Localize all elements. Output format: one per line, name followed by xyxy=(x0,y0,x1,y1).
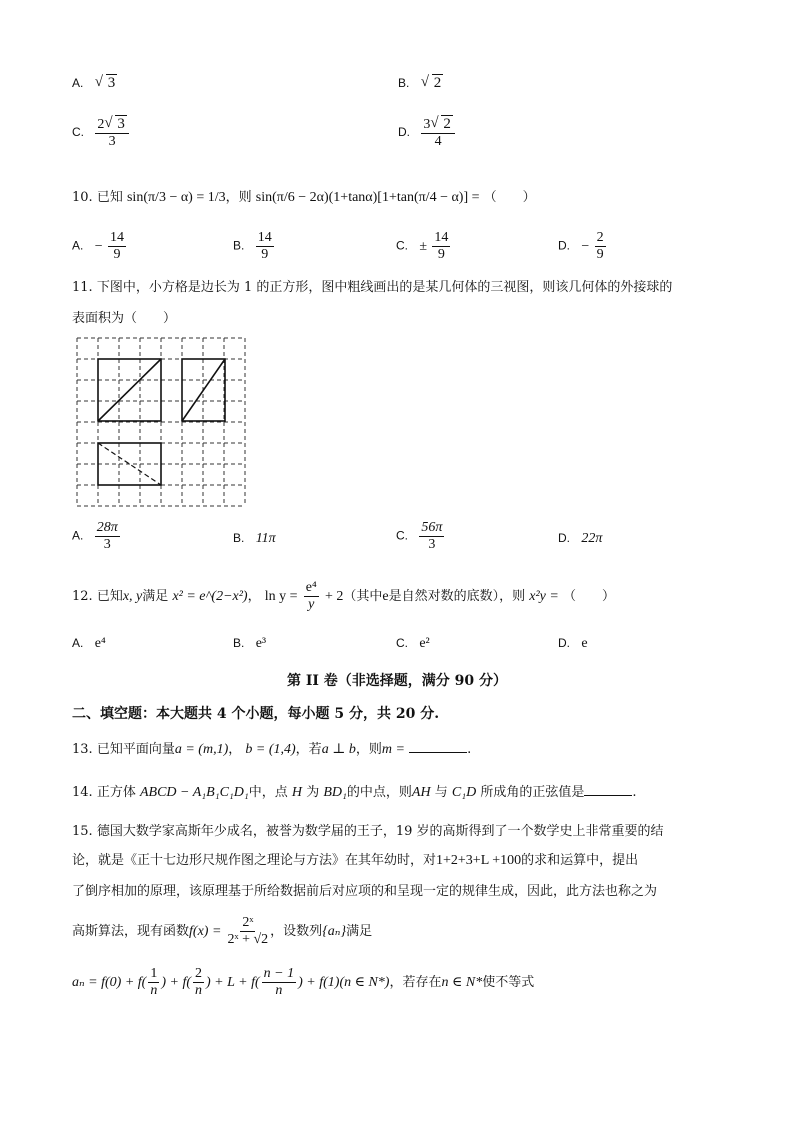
q15-line2-text-a: 论，就是《正十七边形尺规作图之理论与方法》在其年幼时，对 xyxy=(72,853,437,868)
q13-perpendicular: a ⊥ b xyxy=(321,742,356,757)
q11-option-b-value: 11π xyxy=(255,531,276,546)
q11-option-b[interactable] xyxy=(233,531,276,547)
q14-text-point: 中，点 xyxy=(248,785,288,800)
q10-option-d-label: D. xyxy=(558,238,570,253)
q15-line2-text-b: 的求和运算中，提出 xyxy=(521,853,639,868)
q10-option-c-fraction: $\frac{14}{9}$ xyxy=(434,230,449,262)
section-2-title: 第 II 卷（非选择题，满分 90 分） xyxy=(286,673,508,689)
q15-line4-text-b: ，设数列 xyxy=(270,924,323,939)
q12-option-b-value: e³ xyxy=(255,636,267,651)
q12-equation-1: x² = e^(2−x²) xyxy=(172,589,248,604)
q14-text-midpoint: 的中点，则 xyxy=(346,785,412,800)
q11-stem-line2: 表面积为（ ） xyxy=(72,311,177,326)
q15-an-right: ) + f(1)(n ∈ N*) xyxy=(298,975,390,990)
q15-frac-3: $\frac{n - 1}{n}$ xyxy=(263,966,295,998)
q15-line4 xyxy=(72,915,372,948)
q12-ask: x²y = xyxy=(529,589,559,604)
q10-option-a-sign: − xyxy=(94,238,103,254)
q15-function-fraction: $\frac{\text{2ˣ}}{\text{2ˣ + √2}}$ xyxy=(227,915,269,947)
q10-option-d-fraction: $\frac{2}{9}$ xyxy=(596,230,604,262)
q11-option-a[interactable] xyxy=(72,520,122,553)
q14-segment-ah: AH xyxy=(411,785,431,800)
q13-vector-a: a = (m,1) xyxy=(174,742,229,757)
q11-option-b-label: B. xyxy=(233,531,245,545)
q13-separator: ， xyxy=(228,742,242,757)
q13-vector-b: b = (1,4) xyxy=(245,742,296,757)
q15-line5-text-c: 使不等式 xyxy=(482,975,535,990)
q12-stem xyxy=(72,580,615,613)
q11-stem-line1 xyxy=(72,276,672,295)
q10-option-a[interactable] xyxy=(72,230,128,263)
q14-point-h: H xyxy=(291,785,303,800)
q9-option-c-fraction: $\frac{2√ 3}{3}$ xyxy=(95,116,129,150)
q14-text-cube: 正方体 xyxy=(96,785,136,800)
q12-option-b[interactable] xyxy=(233,636,266,652)
q10-option-b-fraction: $\frac{14}{9}$ xyxy=(257,230,272,262)
q11-option-d-label: D. xyxy=(558,531,570,545)
q10-expression: sin(π/6 − 2α)(1+tanα)[1+tan(π/4 − α)] = xyxy=(255,190,480,205)
q11-option-a-fraction: $\frac{28\pi}{3}$ xyxy=(96,520,118,552)
q9-option-b-value: √ 2 xyxy=(421,75,444,92)
q14-text-is: 为 xyxy=(306,785,320,800)
q12-text-satisfy: 满足 xyxy=(142,589,169,604)
q9-option-b[interactable] xyxy=(398,75,443,92)
q12-equation-2-fraction: $\frac{\text{e⁴}}{y}$ xyxy=(305,580,317,612)
q11-option-c[interactable] xyxy=(396,520,446,553)
q10-option-a-fraction: $\frac{14}{9}$ xyxy=(109,230,124,262)
q14-answer-blank[interactable] xyxy=(584,781,632,796)
q12-option-d-value: e xyxy=(581,636,588,651)
q11-number: 11. xyxy=(72,280,93,295)
q12-option-c-label: C. xyxy=(396,636,408,650)
q15-an-left: aₙ = f(0) + f( xyxy=(72,975,147,990)
q10-text-then: ，则 xyxy=(225,190,252,205)
q12-text-where: （其中 xyxy=(343,589,383,604)
q10-option-c-label: C. xyxy=(396,238,408,253)
q10-option-c-sign: ± xyxy=(419,238,428,254)
q12-equation-2-right: + 2 xyxy=(324,589,344,604)
q9-option-d[interactable] xyxy=(398,116,457,150)
q12-option-d[interactable] xyxy=(558,636,588,652)
q11-option-d-value: 22π xyxy=(581,531,603,546)
q9-option-c[interactable] xyxy=(72,116,131,150)
q14-cube-name: ABCD − A₁B₁C₁D₁ xyxy=(139,785,249,800)
front-view xyxy=(98,359,161,421)
q15-frac-2: $\frac{2}{n}$ xyxy=(195,966,203,998)
q13-text-vectors: 已知平面向量 xyxy=(96,742,175,757)
q11-option-c-fraction: $\frac{56\pi}{3}$ xyxy=(421,520,443,552)
q10-number: 10. xyxy=(72,190,93,205)
q14-period: . xyxy=(632,785,637,800)
q15-line2 xyxy=(72,849,638,869)
q11-option-c-label: C. xyxy=(396,528,408,543)
q15-condition: n ∈ N* xyxy=(441,975,483,990)
q12-option-a-label: A. xyxy=(72,636,84,650)
q10-condition: sin(π/3 − α) = 1/3 xyxy=(126,190,226,205)
q15-line5-text-b: ，若存在 xyxy=(389,975,442,990)
q15-sum-expression: 1+2+3+L +100 xyxy=(436,853,522,868)
q14-segment-c1d: C₁D xyxy=(451,785,477,800)
q12-option-c[interactable] xyxy=(396,636,430,652)
q12-option-a[interactable] xyxy=(72,636,106,652)
q9-option-a-label: A. xyxy=(72,76,84,90)
q15-frac-1: $\frac{1}{n}$ xyxy=(150,966,158,998)
q12-number: 12. xyxy=(72,589,93,604)
three-view-figure xyxy=(76,337,248,509)
q10-answer-paren: （ ） xyxy=(483,190,536,205)
q14-text-and: 与 xyxy=(434,785,448,800)
q15-line4-text-a: 高斯算法，现有函数 xyxy=(72,924,190,939)
q12-option-a-value: e⁴ xyxy=(94,636,106,651)
q9-option-d-fraction: $\frac{3√ 2}{4}$ xyxy=(421,116,455,150)
q14-text-sine: 所成角的正弦值是 xyxy=(480,785,585,800)
q15-line4-text-c: 满足 xyxy=(346,924,373,939)
q12-option-d-label: D. xyxy=(558,636,570,650)
q15-mid-2: ) + L + f( xyxy=(206,975,260,990)
q13-stem xyxy=(72,738,471,758)
q15-sequence: {aₙ} xyxy=(322,924,347,939)
q14-number: 14. xyxy=(72,785,93,800)
q12-answer-paren: （ ） xyxy=(562,589,615,604)
q12-vars: x, y xyxy=(122,589,143,604)
q10-option-a-label: A. xyxy=(72,238,84,253)
q12-text-natural-log: 是自然对数的底数），则 xyxy=(388,589,526,604)
q12-comma: ， xyxy=(247,589,261,604)
q11-option-a-label: A. xyxy=(72,528,84,543)
q10-option-b[interactable] xyxy=(233,230,276,263)
q12-equation-2-left: ln y = xyxy=(264,589,298,604)
q13-ask: m = xyxy=(381,742,405,757)
q9-option-a[interactable] xyxy=(72,75,117,92)
q10-text-known: 已知 xyxy=(96,190,123,205)
q13-period: . xyxy=(467,742,472,757)
q13-text-then: ，则 xyxy=(355,742,382,757)
section-2-subtitle: 二、填空题：本大题共 4 个小题，每小题 5 分，共 20 分. xyxy=(72,706,440,722)
q13-number: 13. xyxy=(72,742,93,757)
q9-option-c-label: C. xyxy=(72,125,84,140)
q12-text-known: 已知 xyxy=(96,589,123,604)
q15-line1 xyxy=(72,820,664,839)
q14-stem xyxy=(72,781,636,801)
q11-option-d[interactable] xyxy=(558,531,602,547)
q15-line5 xyxy=(72,966,534,999)
q15-function-name: f(x) = xyxy=(189,924,222,939)
q12-option-c-value: e² xyxy=(419,636,430,651)
q10-option-d-sign: − xyxy=(581,238,590,254)
q15-line3: 了倒序相加的原理，该原理基于所给数据前后对应项的和呈现一定的规律生成，因此，此方法也称之为 xyxy=(72,884,658,899)
q10-stem xyxy=(72,186,536,206)
q14-segment-bd1: BD₁ xyxy=(323,785,347,800)
q13-text-if: ，若 xyxy=(295,742,322,757)
q11-text1: 下图中，小方格是边长为 1 的正方形，图中粗线画出的是某几何体的三视图，则该几何体的外接球的 xyxy=(96,280,673,295)
q13-answer-blank[interactable] xyxy=(409,738,467,753)
q9-option-d-label: D. xyxy=(398,125,410,140)
q12-option-b-label: B. xyxy=(233,636,245,650)
q10-option-c[interactable] xyxy=(396,230,452,263)
q15-line1-text: 德国大数学家高斯年少成名，被誉为数学届的王子，19 岁的高斯得到了一个数学史上非常重要的结 xyxy=(96,824,664,839)
q10-option-d[interactable] xyxy=(558,230,608,263)
q9-option-a-value: √ 3 xyxy=(95,75,118,92)
q15-mid-1: ) + f( xyxy=(161,975,192,990)
q15-number: 15. xyxy=(72,824,93,839)
q10-option-b-label: B. xyxy=(233,238,245,253)
q9-option-b-label: B. xyxy=(398,76,410,90)
q12-e-symbol: e xyxy=(382,589,389,604)
